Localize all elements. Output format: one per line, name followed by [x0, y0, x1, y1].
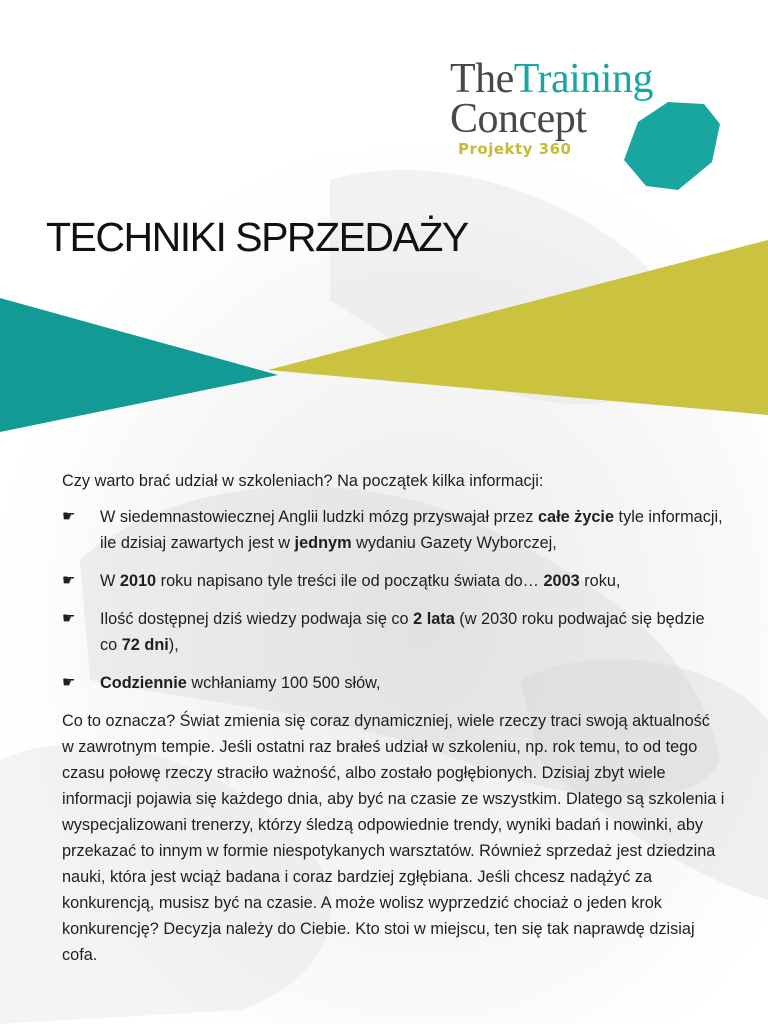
list-item — [62, 568, 726, 594]
bullet-bold-text: 72 dni — [121, 636, 169, 654]
logo-word-training: Training — [513, 56, 653, 102]
bullet-text: W — [100, 572, 120, 590]
bullet-text: wydaniu Gazety Wyborczej, — [351, 534, 557, 552]
logo-title-line1 — [450, 58, 653, 100]
logo-polygon-icon — [616, 102, 720, 190]
main-content — [62, 468, 726, 968]
bullet-bold-text: jednym — [294, 534, 352, 552]
hand-pointing-right-icon: ☛ — [62, 610, 76, 627]
bullet-text: Ilość dostępnej dziś wiedzy podwaja się co — [100, 610, 414, 628]
company-logo — [446, 58, 726, 193]
logo-subtitle: Projekty 360 — [458, 140, 572, 158]
bullet-text: roku, — [579, 572, 621, 590]
page-title: TECHNIKI SPRZEDAŻY — [46, 214, 468, 260]
logo-word-the: The — [450, 56, 514, 102]
outro-paragraph: Co to oznacza? Świat zmienia się coraz dynamiczniej, wiele rzeczy traci swoją aktualność w zawrotnym tempie. Jeśli ostatni raz brałeś udział w szkoleniu, np. rok temu, to od tego czasu połowę rzeczy straciło ważność, albo zostało pogłębionych. Dzisiaj zbyt wiele informacji pojawia się każdego dnia, aby być na czasie ze wszystkim. Dlatego są szkolenia i wyspecjalizowani trenerzy, którzy śledzą odpowiednie trendy, wyniki badań i nowinki, aby przekazać to innym w formie niespotykanych warsztatów. Również sprzedaż jest dziedzina nauki, która jest wciąż badana i coraz bardziej zgłębiana. Jeśli chcesz nadążyć za konkurencją, musisz być na czasie. A może wolisz wyprzedzić chociaż o jeden krok konkurencję? Decyzja należy do Ciebie. Kto stoi w miejscu, ten się tak naprawdę dzisiaj cofa. — [62, 712, 725, 964]
bullet-bold-text: 2010 — [119, 572, 157, 590]
bullet-text: wchłaniamy 100 500 słów, — [186, 674, 381, 692]
bullet-text: (w 2030 roku podwajać się będzie co — [100, 610, 705, 654]
list-item — [62, 504, 726, 556]
bullet-bold-text: Codziennie — [100, 674, 187, 692]
hand-pointing-right-icon: ☛ — [62, 674, 76, 691]
hand-pointing-right-icon: ☛ — [62, 508, 76, 525]
list-item — [62, 670, 726, 696]
list-item — [62, 606, 726, 658]
facts-list — [62, 504, 726, 696]
bullet-bold-text: 2 lata — [413, 610, 455, 628]
hand-pointing-right-icon: ☛ — [62, 572, 76, 589]
bullet-text: W siedemnastowiecznej Anglii ludzki mózg przyswajał przez — [100, 508, 538, 526]
bullet-text: roku napisano tyle treści ile od początku świata do… — [156, 572, 544, 590]
logo-word-concept: Concept — [450, 96, 587, 142]
intro-text: Czy warto brać udział w szkoleniach? Na początek kilka informacji: — [62, 472, 544, 490]
bullet-text: tyle informacji, ile dzisiaj zawartych jest w — [100, 508, 723, 552]
bullet-bold-text: 2003 — [543, 572, 580, 590]
bullet-bold-text: całe życie — [537, 508, 615, 526]
bullet-text: ), — [168, 636, 179, 654]
